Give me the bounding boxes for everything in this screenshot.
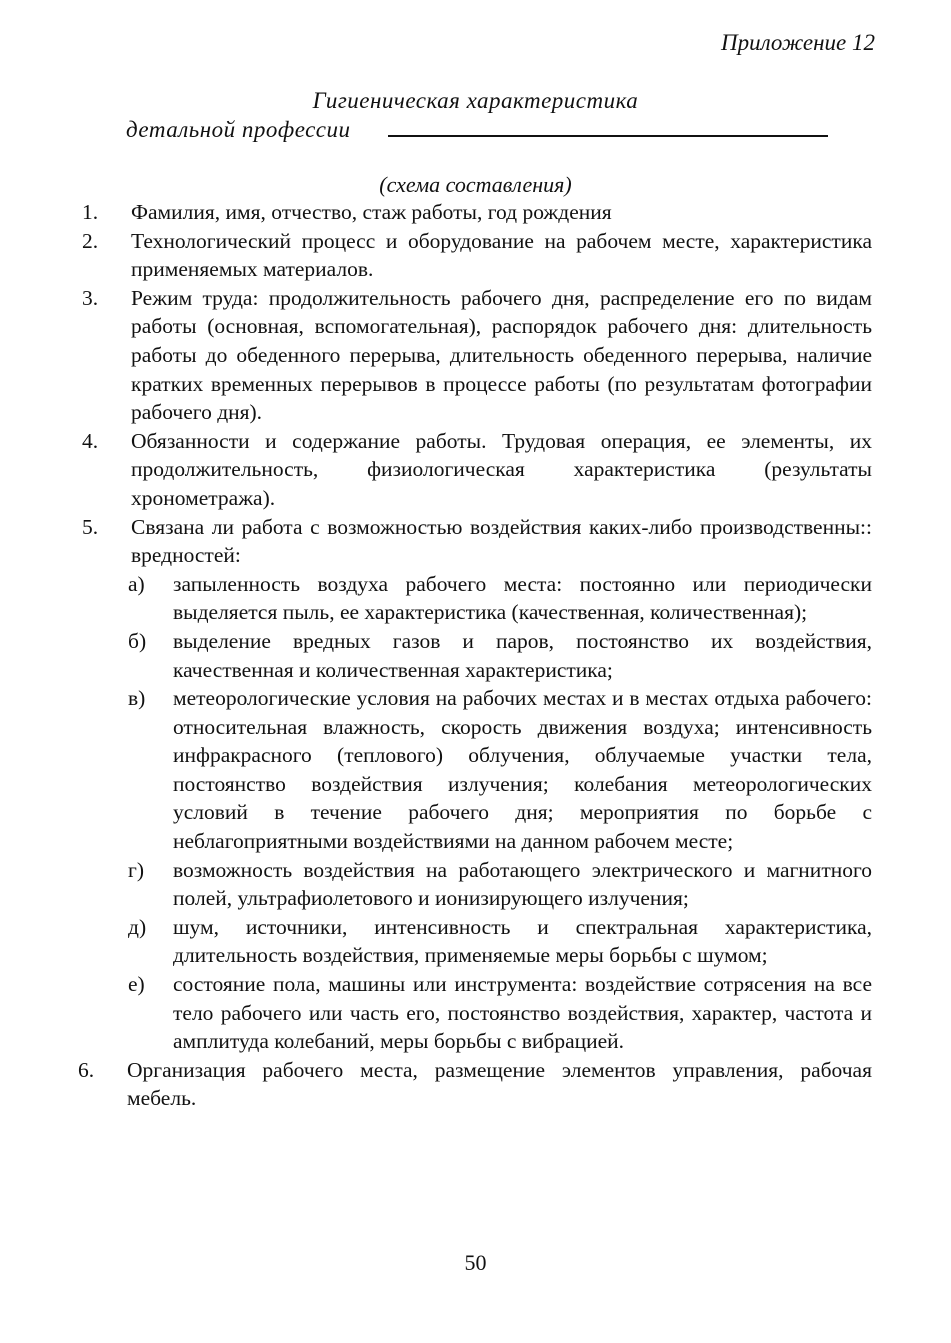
page-number: 50 — [464, 1250, 487, 1275]
item-text: Организация рабочего места, размещение элементов управления, рабочая мебель. — [127, 1057, 872, 1111]
item-number: 4. — [82, 428, 99, 453]
item-text: Обязанности и содержание работы. Трудовая операция, ее элементы, их продолжительность, физиологическая характеристика (результаты хронометража). — [131, 428, 872, 510]
subitem-text: метеорологические условия на рабочих местах и в местах отдыха рабочего: относительная влажность, скорость движения воздуха; интенсивность инфракрасного (теплового) облучения, облучаемые участки тела, постоянство воздействия излучения; колебания метеорологических условий в течение рабочего дня; мероприятия по борьбе с неблагоприятными воздействиями на данном рабочем месте; — [173, 686, 872, 854]
subtitle: (схема составления) — [379, 172, 572, 197]
subitem-letter: г) — [128, 857, 144, 882]
item-text: Фамилия, имя, отчество, стаж работы, год рождения — [131, 200, 612, 224]
item-text: Режим труда: продолжительность рабочего дня, распределение его по видам работы (основная, вспомогательная), распорядок рабочего дня: длительность работы до обеденного перерыва, длительность обеденного перерыва, наличие кратких временных перерывов в процессе работы (по результатам фотографии рабочего дня). — [131, 285, 872, 425]
sub-list-item — [0, 627, 951, 684]
subitem-letter: в) — [128, 686, 146, 711]
appendix-label: Приложение 12 — [720, 30, 875, 55]
subitem-text: выделение вредных газов и паров, постоянство их воздействия, качественная и количественная характеристика; — [173, 628, 872, 682]
subitem-letter: б) — [128, 628, 147, 653]
sub-list-item — [0, 970, 951, 1056]
sub-list-item — [0, 913, 951, 970]
list-item — [0, 284, 951, 427]
sub-list-item — [0, 684, 951, 856]
subitem-letter: а) — [128, 571, 145, 596]
item-text: Технологический процесс и оборудование на рабочем месте, характеристика применяемых материалов. — [131, 228, 872, 282]
item-number: 6. — [78, 1057, 95, 1082]
list-item — [0, 1056, 951, 1113]
list-item — [0, 227, 951, 284]
list-item — [0, 427, 951, 513]
subitem-text: состояние пола, машины или инструмента: воздействие сотрясения на все тело рабочего или часть его, постоянство воздействия, характер, частота и амплитуда колебаний, меры борьбы с вибрацией. — [173, 972, 872, 1054]
sub-list-item — [0, 570, 951, 627]
item-text: Связана ли работа с возможностью воздействия каких-либо производственны:: вредностей: — [131, 514, 872, 568]
item-number: 5. — [82, 514, 99, 539]
sub-list-item — [0, 856, 951, 913]
title-line-1: Гигиеническая характеристика — [312, 88, 639, 113]
subitem-letter: е) — [128, 972, 145, 997]
subitem-text: шум, источники, интенсивность и спектральная характеристика, длительность воздействия, применяемые меры борьбы с шумом; — [173, 914, 872, 968]
scheme-list — [0, 198, 951, 1113]
subitem-text: запыленность воздуха рабочего места: постоянно или периодически выделяется пыль, ее характеристика (качественная, количественная); — [173, 571, 872, 625]
subitem-text: возможность воздействия на работающего электрического и магнитного полей, ультрафиолетового и ионизирующего излучения; — [173, 857, 872, 911]
item-number: 2. — [82, 228, 99, 253]
profession-blank-line — [388, 135, 828, 137]
title-line-2: детальной профессии — [126, 117, 351, 142]
list-item — [0, 198, 951, 227]
item-number: 3. — [82, 285, 99, 310]
subitem-letter: д) — [128, 914, 147, 939]
item-number: 1. — [82, 200, 99, 224]
list-item — [0, 513, 951, 570]
